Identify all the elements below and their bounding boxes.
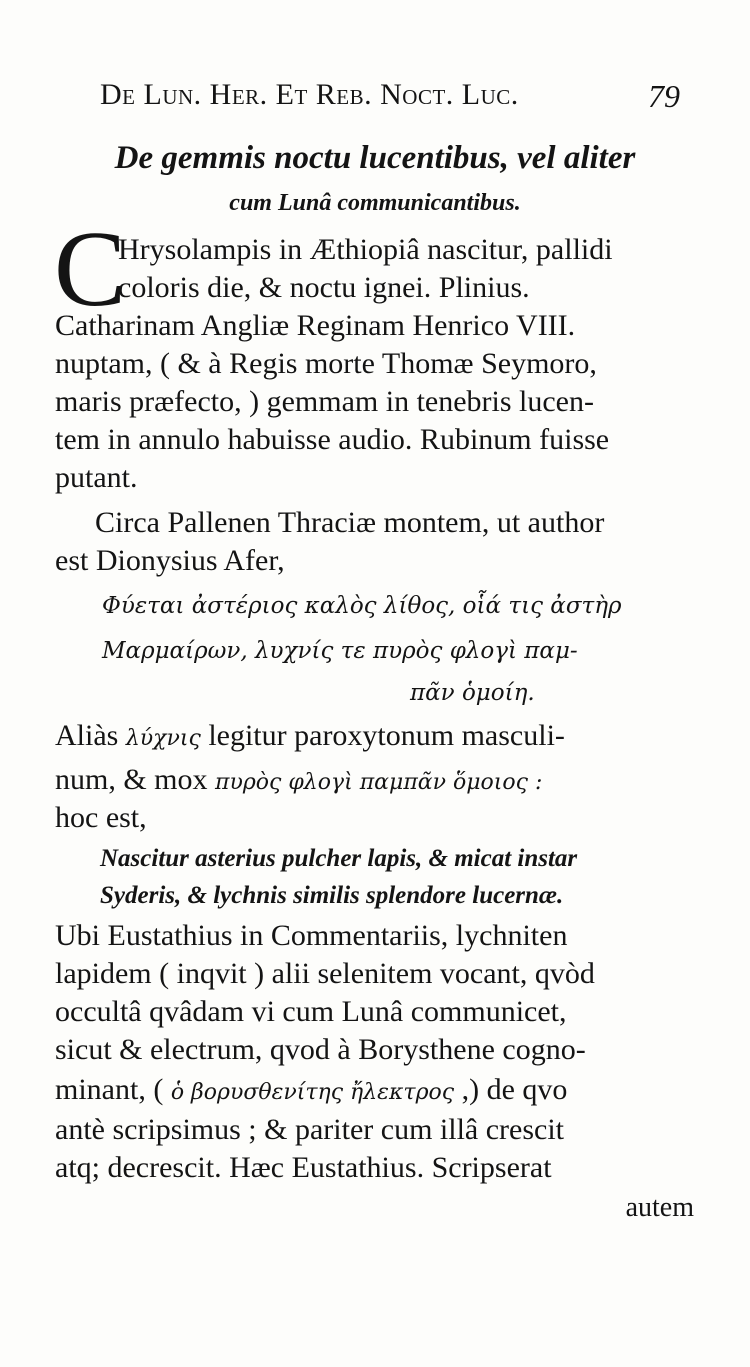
text-line: est Dionysius Afer, bbox=[55, 544, 285, 577]
text-line bbox=[55, 1072, 567, 1111]
text-line: Catharinam Angliæ Reginam Henrico VIII. bbox=[55, 309, 576, 342]
text-fragment: legitur paroxytonum masculi- bbox=[208, 719, 565, 752]
text-fragment: Aliàs bbox=[55, 719, 119, 752]
text-line: Circa Pallenen Thraciæ montem, ut author bbox=[95, 506, 605, 539]
text-line: occultâ qvâdam vi cum Lunâ communicet, bbox=[55, 995, 567, 1028]
greek-verse-line: Φύεται ἀστέριος καλὸς λίθος, οἷά τις ἀστὴρ bbox=[102, 593, 622, 619]
text-line: coloris die, & noctu ignei. Plinius. bbox=[118, 271, 530, 304]
text-line: atq; decrescit. Hæc Eustathius. Scripserat bbox=[55, 1151, 552, 1184]
catchword: autem bbox=[625, 1192, 694, 1223]
text-line: nuptam, ( & à Regis morte Thomæ Seymoro, bbox=[55, 347, 597, 380]
text-line bbox=[55, 762, 542, 801]
page-number: 79 bbox=[648, 78, 680, 114]
text-line: hoc est, bbox=[55, 801, 147, 834]
text-line: antè scripsimus ; & pariter cum illâ crescit bbox=[55, 1113, 565, 1146]
section-heading: De gemmis noctu lucentibus, vel aliter bbox=[114, 140, 636, 176]
greek-word: λύχνις bbox=[125, 726, 201, 751]
text-line: Hrysolampis in Æthiopiâ nascitur, pallidi bbox=[118, 233, 613, 266]
text-line: putant. bbox=[55, 461, 138, 494]
running-title: De Lun. Her. Et Reb. Noct. Luc. bbox=[100, 78, 519, 111]
text-line: tem in annulo habuisse audio. Rubinum fuisse bbox=[55, 423, 610, 456]
text-fragment: minant, ( bbox=[55, 1073, 164, 1106]
text-fragment: ,) de qvo bbox=[461, 1073, 568, 1106]
running-head bbox=[100, 78, 690, 118]
greek-verse-line: πᾶν ὁμοίη. bbox=[410, 680, 535, 706]
text-fragment: num, & mox bbox=[55, 763, 208, 796]
text-line: Ubi Eustathius in Commentariis, lychniten bbox=[55, 919, 568, 952]
section-subheading: cum Lunâ communicantibus. bbox=[229, 190, 521, 216]
latin-verse-line: Nascitur asterius pulcher lapis, & micat instar bbox=[100, 845, 578, 872]
greek-verse-line: Μαρμαίρων, λυχνίς τε πυρὸς φλογὶ παμ- bbox=[102, 638, 578, 664]
drop-cap: C bbox=[54, 210, 127, 329]
greek-phrase: ὁ βορυσθενίτης ἤλεκτρος bbox=[170, 1080, 455, 1105]
latin-verse-line: Syderis, & lychnis similis splendore lucernæ. bbox=[100, 882, 564, 909]
text-line: maris præfecto, ) gemmam in tenebris lucen- bbox=[55, 385, 594, 418]
greek-phrase: πυρὸς φλογὶ παμπᾶν ὅμοιος : bbox=[215, 770, 543, 795]
text-line bbox=[55, 718, 565, 757]
text-line: lapidem ( inqvit ) alii selenitem vocant, qvòd bbox=[55, 957, 595, 990]
text-line: sicut & electrum, qvod à Borysthene cogno- bbox=[55, 1033, 586, 1066]
